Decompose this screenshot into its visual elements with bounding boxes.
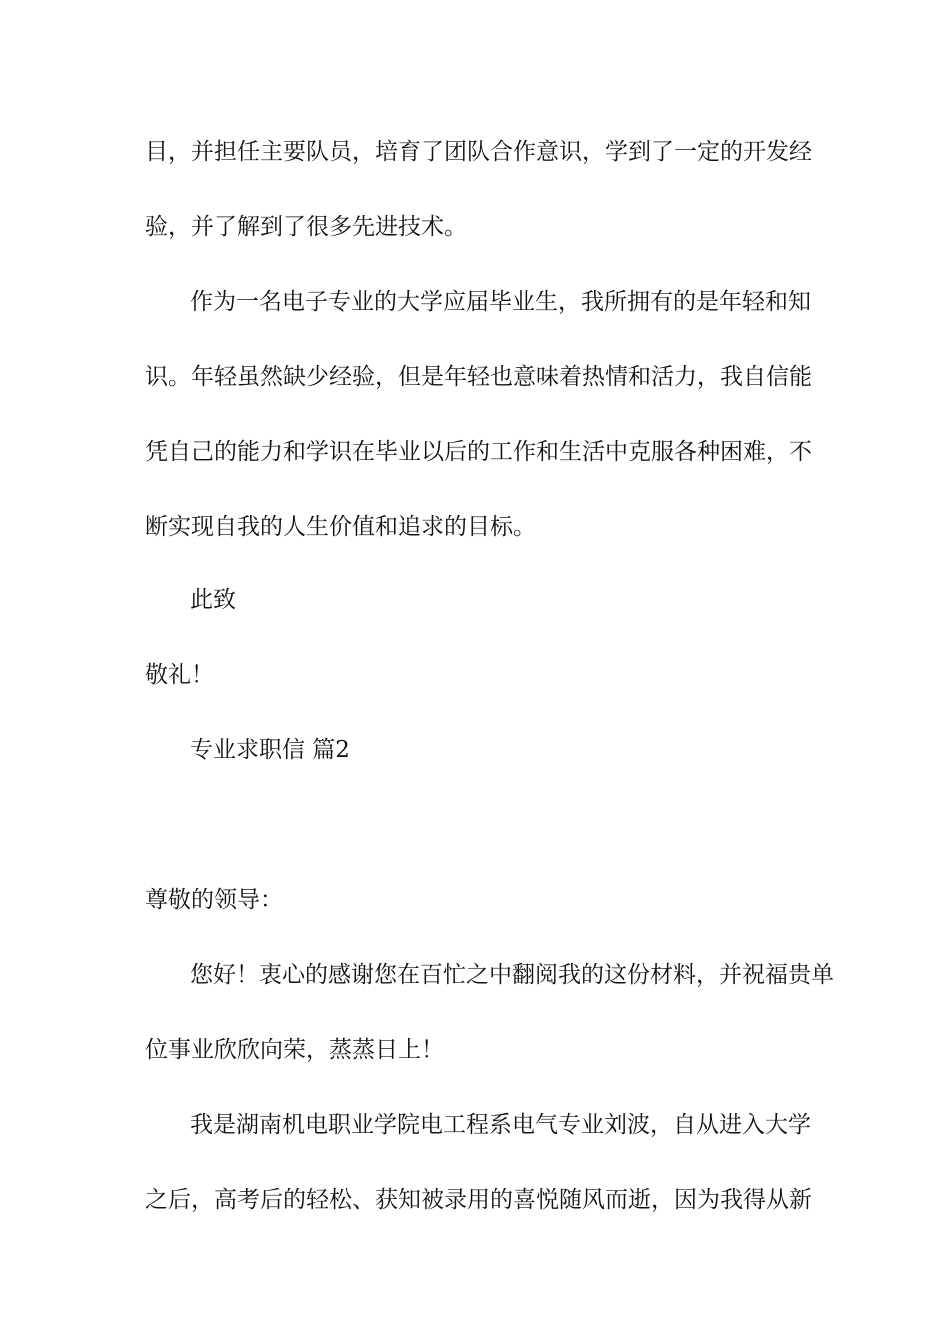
paragraph-line: 您好！衷心的感谢您在百忙之中翻阅我的这份材料，并祝福贵单 — [190, 962, 834, 988]
paragraph-line: 我是湖南机电职业学院电工程系电气专业刘波，自从进入大学 — [190, 1112, 811, 1138]
section-heading: 专业求职信 篇2 — [190, 737, 350, 763]
paragraph-line: 之后，高考后的轻松、获知被录用的喜悦随风而逝，因为我得从新 — [145, 1187, 812, 1213]
paragraph-line: 作为一名电子专业的大学应届毕业生，我所拥有的是年轻和知 — [190, 289, 811, 315]
paragraph-line: 验，并了解到了很多先进技术。 — [145, 214, 467, 240]
paragraph-line: 识。年轻虽然缺少经验，但是年轻也意味着热情和活力，我自信能 — [145, 364, 812, 390]
salutation-line: 敬礼！ — [145, 662, 214, 688]
closing-line: 此致 — [190, 587, 236, 613]
greeting-line: 尊敬的领导： — [145, 887, 283, 913]
paragraph-line: 断实现自我的人生价值和追求的目标。 — [145, 514, 536, 540]
paragraph-line: 目，并担任主要队员，培育了团队合作意识，学到了一定的开发经 — [145, 139, 812, 165]
paragraph-line: 凭自己的能力和学识在毕业以后的工作和生活中克服各种困难，不 — [145, 439, 812, 465]
paragraph-line: 位事业欣欣向荣，蒸蒸日上！ — [145, 1037, 444, 1063]
